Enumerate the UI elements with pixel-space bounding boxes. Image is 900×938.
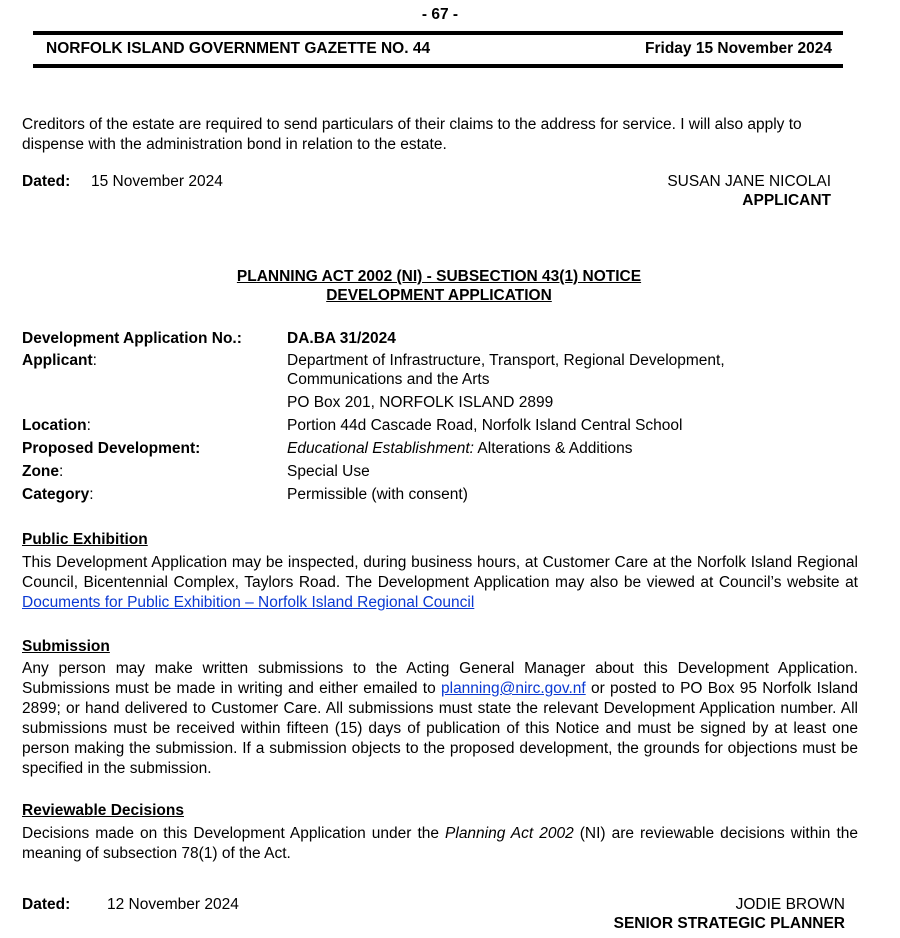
applicant-label: Applicant: bbox=[22, 352, 97, 369]
public-exhibition-heading: Public Exhibition bbox=[22, 531, 148, 548]
location-label: Location: bbox=[22, 417, 91, 434]
applicant-value-line2: Communications and the Arts bbox=[287, 371, 490, 388]
proposed-label: Proposed Development: bbox=[22, 440, 201, 457]
category-value: Permissible (with consent) bbox=[287, 486, 468, 503]
dated-value-2: 12 November 2024 bbox=[107, 896, 239, 913]
signer-name-2: JODIE BROWN bbox=[735, 896, 845, 913]
notice-title-line2: DEVELOPMENT APPLICATION bbox=[326, 287, 552, 304]
public-exhibition-link[interactable]: Documents for Public Exhibition – Norfolk Island Regional Council bbox=[22, 594, 475, 611]
submission-heading: Submission bbox=[22, 638, 110, 655]
applicant-value-line3: PO Box 201, NORFOLK ISLAND 2899 bbox=[287, 394, 554, 411]
dated-label-1: Dated: bbox=[22, 173, 71, 190]
signer-role-1: APPLICANT bbox=[742, 192, 831, 209]
signer-name-1: SUSAN JANE NICOLAI bbox=[667, 173, 831, 190]
zone-value: Special Use bbox=[287, 463, 370, 480]
reviewable-paragraph: Decisions made on this Development Application under the Planning Act 2002 (NI) are reviewable decisions within the meaning of subsection 78(1) of the Act. bbox=[22, 825, 858, 862]
notice-title-line1: PLANNING ACT 2002 (NI) - SUBSECTION 43(1) NOTICE bbox=[236, 268, 642, 285]
dated-label-2: Dated: bbox=[22, 896, 71, 913]
submission-paragraph: Any person may make written submissions to the Acting General Manager about this Development Application. Submissions must be made in writing and either emailed to planning@nirc.gov.nf or posted to PO Box 95 Norfolk Island 2899; or hand delivered to Customer Care. All submissions must state the relevant Development Application number. All submissions must be received within fifteen (15) days of publication of this Notice and must be signed by at least one person making the submission. If a submission objects to the proposed development, the grounds for objections must be specified in the submission. bbox=[22, 660, 859, 777]
proposed-value-rest: Alterations & Additions bbox=[473, 440, 633, 457]
category-label: Category: bbox=[22, 486, 94, 503]
reviewable-act-name: Planning Act 2002 bbox=[445, 825, 574, 842]
app-no-label: Development Application No.: bbox=[22, 330, 242, 347]
gazette-date: Friday 15 November 2024 bbox=[645, 40, 832, 57]
dated-value-1: 15 November 2024 bbox=[91, 173, 223, 190]
submission-email-link[interactable]: planning@nirc.gov.nf bbox=[441, 680, 586, 697]
location-value: Portion 44d Cascade Road, Norfolk Island Central School bbox=[287, 417, 683, 434]
creditors-paragraph: Creditors of the estate are required to send particulars of their claims to the address for service. I will also apply to dispense with the administration bond in relation to the estate. bbox=[22, 116, 802, 153]
applicant-value-line1: Department of Infrastructure, Transport, Regional Development, bbox=[287, 352, 725, 369]
public-exhibition-paragraph: This Development Application may be inspected, during business hours, at Customer Care at the Norfolk Island Regional Council, Bicentennial Complex, Taylors Road. The Development Application may also be viewed at Council’s website at Documents for Public Exhibition – Norfolk Island Regional Council bbox=[22, 554, 858, 611]
proposed-value bbox=[287, 439, 633, 459]
app-no-value: DA.BA 31/2024 bbox=[287, 330, 396, 347]
header-rule-top bbox=[33, 31, 843, 35]
signer-role-2: SENIOR STRATEGIC PLANNER bbox=[613, 915, 845, 932]
proposed-value-italic: Educational Establishment: bbox=[287, 440, 474, 457]
page-number: - 67 - bbox=[421, 6, 459, 23]
header-rule-bottom bbox=[33, 64, 843, 68]
zone-label: Zone: bbox=[22, 463, 64, 480]
reviewable-heading: Reviewable Decisions bbox=[22, 802, 184, 819]
gazette-title: NORFOLK ISLAND GOVERNMENT GAZETTE NO. 44 bbox=[46, 40, 431, 57]
